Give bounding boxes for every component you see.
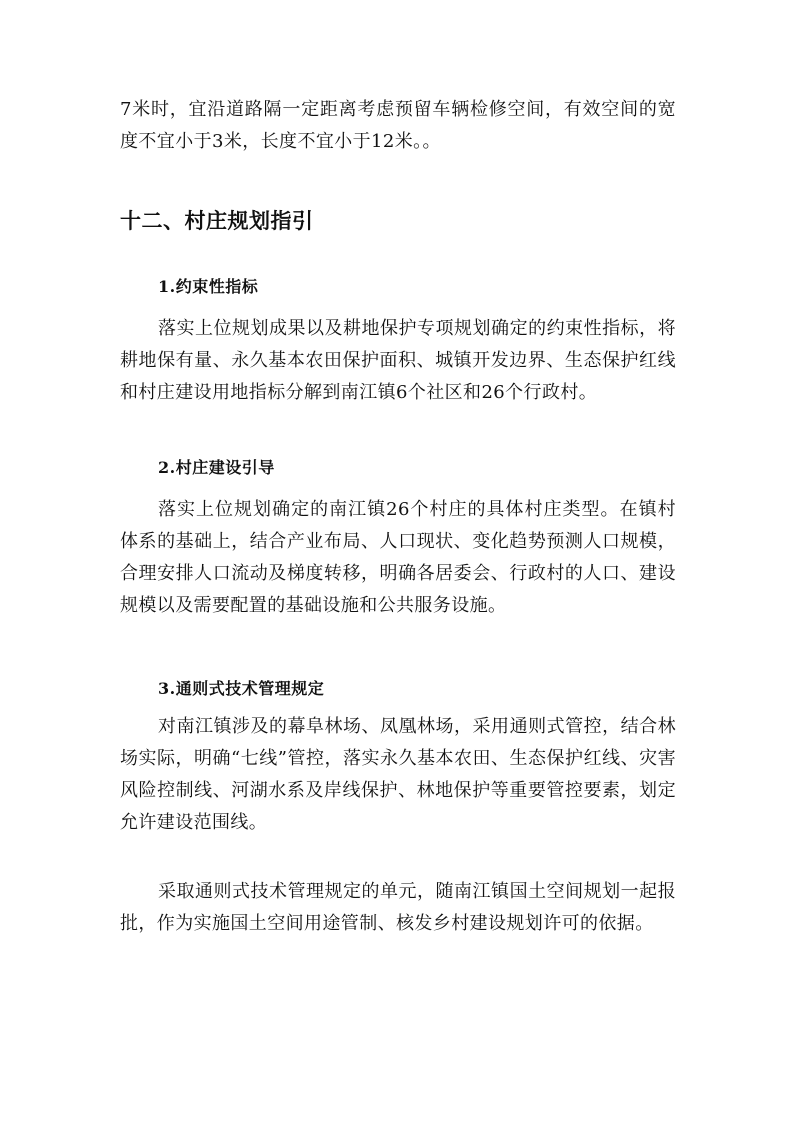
intro-paragraph: 7米时，宜沿道路隔一定距离考虑预留车辆检修空间，有效空间的宽度不宜小于3米，长度不宜小于12米。。 <box>120 99 676 152</box>
section-heading: 十二、村庄规划指引 <box>120 208 314 233</box>
paragraph-village-construction: 落实上位规划确定的南江镇26个村庄的具体村庄类型。在镇村体系的基础上，结合产业布局、人口现状、变化趋势预测人口规模，合理安排人口流动及梯度转移，明确各居委会、行政村的人口、建设规模以及需要配置的基础设施和公共服务设施。 <box>120 499 676 616</box>
subsection-heading-constraint-indicators: 1.约束性指标 <box>158 277 259 296</box>
subsection-heading-village-construction: 2.村庄建设引导 <box>158 458 275 477</box>
paragraph-general-rules: 对南江镇涉及的幕阜林场、凤凰林场，采用通则式管控，结合林场实际，明确“七线”管控，落实永久基本农田、生态保护红线、灾害风险控制线、河湖水系及岸线保护、林地保护等重要管控要素，划定允许建设范围线。 <box>120 716 676 833</box>
subsection-heading-general-rules: 3.通则式技术管理规定 <box>158 679 325 698</box>
paragraph-approval: 采取通则式技术管理规定的单元，随南江镇国土空间规划一起报批，作为实施国土空间用途管制、核发乡村建设规划许可的依据。 <box>120 881 676 934</box>
paragraph-constraint-indicators: 落实上位规划成果以及耕地保护专项规划确定的约束性指标，将耕地保有量、永久基本农田保护面积、城镇开发边界、生态保护红线和村庄建设用地指标分解到南江镇6个社区和26个行政村。 <box>120 318 676 403</box>
